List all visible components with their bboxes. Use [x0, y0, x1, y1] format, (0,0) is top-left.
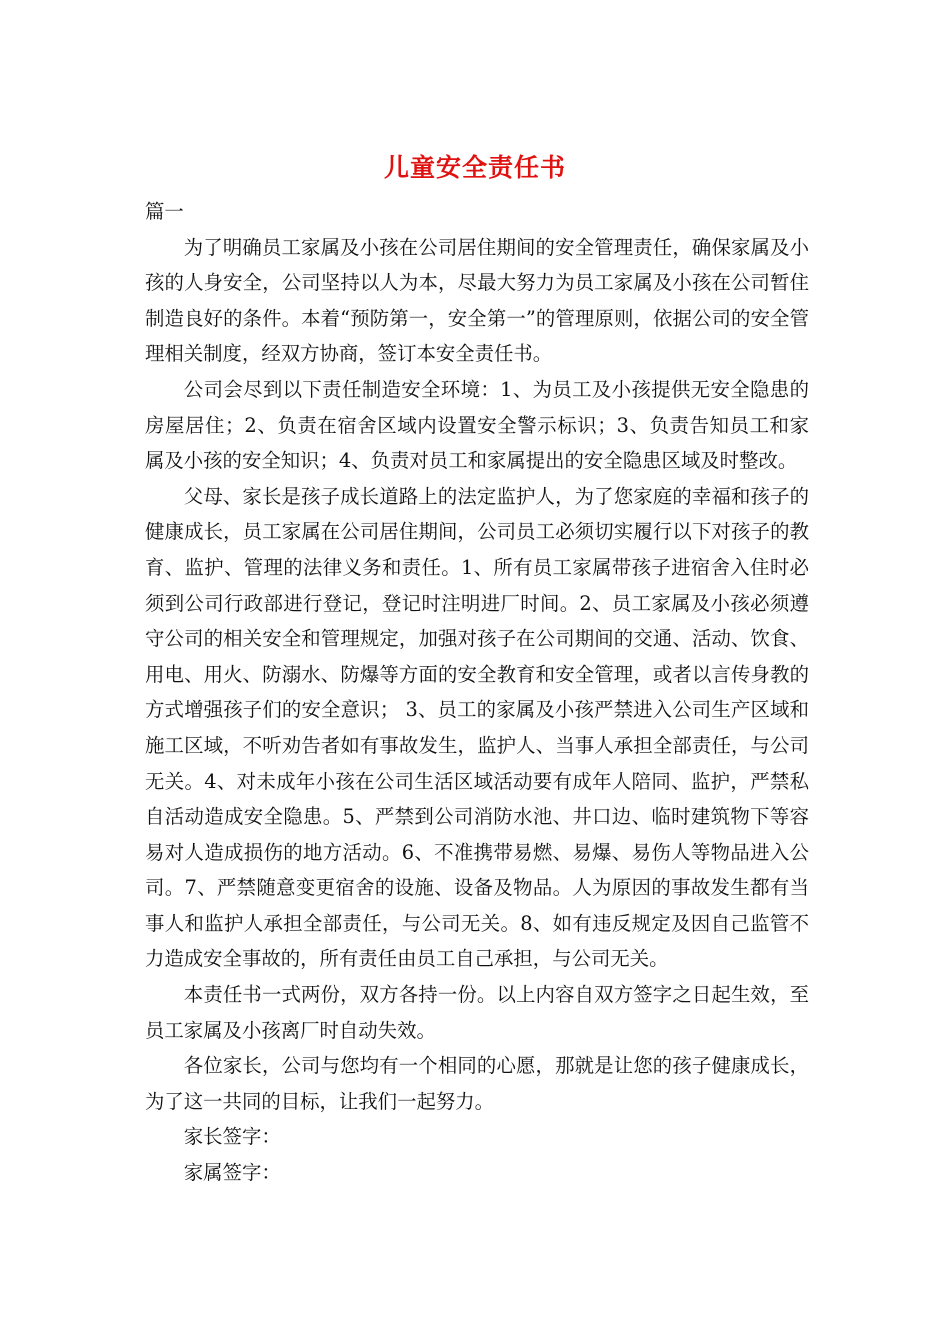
family-signature-label: 家属签字： — [183, 1161, 281, 1185]
section-label: 篇一 — [145, 200, 184, 223]
paragraph-validity: 本责任书一式两份，双方各持一份。以上内容自双方签字之日起生效，至员工家属及小孩离厂时自动失效。 — [145, 983, 809, 1042]
parent-signature-label: 家长签字： — [183, 1125, 281, 1149]
paragraph-closing: 各位家长，公司与您均有一个相同的心愿，那就是让您的孩子健康成长，为了这一共同的目标，让我们一起努力。 — [145, 1054, 809, 1113]
paragraph-company-duties: 公司会尽到以下责任制造安全环境：1、为员工及小孩提供无安全隐患的房屋居住；2、负责在宿舍区域内设置安全警示标识；3、负责告知员工和家属及小孩的安全知识；4、负责对员工和家属提出的安全隐患区域及时整改。 — [145, 377, 809, 473]
document-body — [145, 194, 809, 1191]
paragraph-purpose: 为了明确员工家属及小孩在公司居住期间的安全管理责任，确保家属及小孩的人身安全，公司坚持以人为本，尽最大努力为员工家属及小孩在公司暂住制造良好的条件。本着“预防第一，安全第一”的管理原则，依据公司的安全管理相关制度，经双方协商，签订本安全责任书。 — [145, 235, 809, 366]
paragraph-guardian-duties: 父母、家长是孩子成长道路上的法定监护人，为了您家庭的幸福和孩子的健康成长，员工家属在公司居住期间，公司员工必须切实履行以下对孩子的教育、监护、管理的法律义务和责任。1、所有员工家属带孩子进宿舍入住时必须到公司行政部进行登记，登记时注明进厂时间。2、员工家属及小孩必须遵守公司的相关安全和管理规定，加强对孩子在公司期间的交通、活动、饮食、用电、用火、防溺水、防爆等方面的安全教育和安全管理，或者以言传身教的方式增强孩子们的安全意识； 3、员工的家属及小孩严禁进入公司生产区域和施工区域，不听劝告者如有事故发生，监护人、当事人承担全部责任，与公司无关。4、对未成年小孩在公司生活区域活动要有成年人陪同、监护，严禁私自活动造成安全隐患。5、严禁到公司消防水池、井口边、临时建筑物下等容易对人造成损伤的地方活动。6、不准携带易燃、易爆、易伤人等物品进入公司。7、严禁随意变更宿舍的设施、设备及物品。人为原因的事故发生都有当事人和监护人承担全部责任，与公司无关。8、如有违反规定及因自己监管不力造成安全事故的，所有责任由员工自己承担，与公司无关。 — [145, 484, 809, 971]
document-title: 儿童安全责任书 — [383, 153, 566, 182]
